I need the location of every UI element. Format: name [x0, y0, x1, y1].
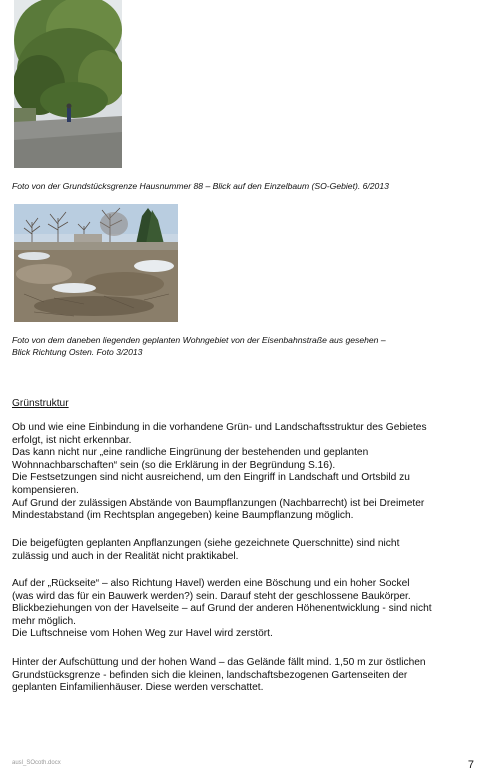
paragraph-green-structure	[12, 422, 488, 523]
paragraph-embankment-shading	[12, 657, 488, 695]
text-line: (was wird das für ein Bauwerk werden?) sein. Darauf steht der geschlossene Baukörper.	[12, 590, 411, 602]
text-line: Ob und wie eine Einbindung in die vorhandene Grün- und Landschaftsstruktur des Gebietes	[12, 422, 427, 433]
paragraph-rear-side	[12, 578, 488, 641]
paragraph-planned-plantings	[12, 538, 488, 563]
photo-single-tree-caption: Foto von der Grundstücksgrenze Hausnummer 88 – Blick auf den Einzelbaum (SO-Gebiet). 6/2013	[12, 181, 389, 191]
text-line: Die Luftschneise vom Hohen Weg zur Havel wird zerstört.	[12, 628, 273, 640]
photo-planned-residential-area-caption	[12, 335, 488, 358]
photo-planned-residential-area	[14, 204, 178, 322]
caption-line: Blick Richtung Osten. Foto 3/2013	[12, 346, 143, 357]
text-line: mehr möglich.	[12, 615, 76, 627]
text-line: erfolgt, ist nicht erkennbar.	[12, 434, 132, 446]
text-line: Blickbeziehungen von der Havelseite – auf Grund der anderen Höhenentwicklung - sind nicht	[12, 603, 432, 615]
text-line: Auf der „Rückseite“ – also Richtung Havel) werden eine Böschung und ein hoher Sockel	[12, 578, 410, 589]
caption-line: Foto von dem daneben liegenden geplanten Wohngebiet von der Eisenbahnstraße aus gesehen –	[12, 335, 386, 345]
text-line: kompensieren.	[12, 484, 79, 496]
photo-single-tree-image	[14, 0, 122, 168]
section-heading: Grünstruktur	[12, 398, 69, 409]
page-number: 7	[467, 759, 474, 771]
text-line: geplanten Einfamilienhäuser. Diese werden verschattet.	[12, 682, 264, 694]
text-line: zulässig und auch in der Realität nicht praktikabel.	[12, 550, 239, 562]
text-line: Die beigefügten geplanten Anpflanzungen (siehe gezeichnete Querschnitte) sind nicht	[12, 538, 400, 549]
footer-filename: ausl_SOcoth.docx	[12, 760, 61, 766]
text-line: Wohnnachbarschaften“ sein (so die Erklärung in der Begründung S.16).	[12, 459, 336, 471]
text-line: Mindestabstand (im Rechtsplan angegeben) keine Baumpflanzung möglich.	[12, 510, 354, 522]
photo-planned-residential-area-image	[14, 204, 178, 322]
text-line: Die Festsetzungen sind nicht ausreichend, um den Eingriff in Landschaft und Ortsbild zu	[12, 472, 410, 484]
photo-single-tree	[14, 0, 122, 168]
text-line: Grundstücksgrenze - befinden sich die kleinen, landschaftsbezogenen Gartenseiten der	[12, 669, 408, 681]
text-line: Das kann nicht nur „eine randliche Eingrünung der bestehenden und geplanten	[12, 447, 369, 459]
text-line: Auf Grund der zulässigen Abstände von Baumpflanzungen (Nachbarrecht) ist bei Dreimeter	[12, 497, 425, 509]
text-line: Hinter der Aufschüttung und der hohen Wand – das Gelände fällt mind. 1,50 m zur östlichen	[12, 657, 426, 668]
